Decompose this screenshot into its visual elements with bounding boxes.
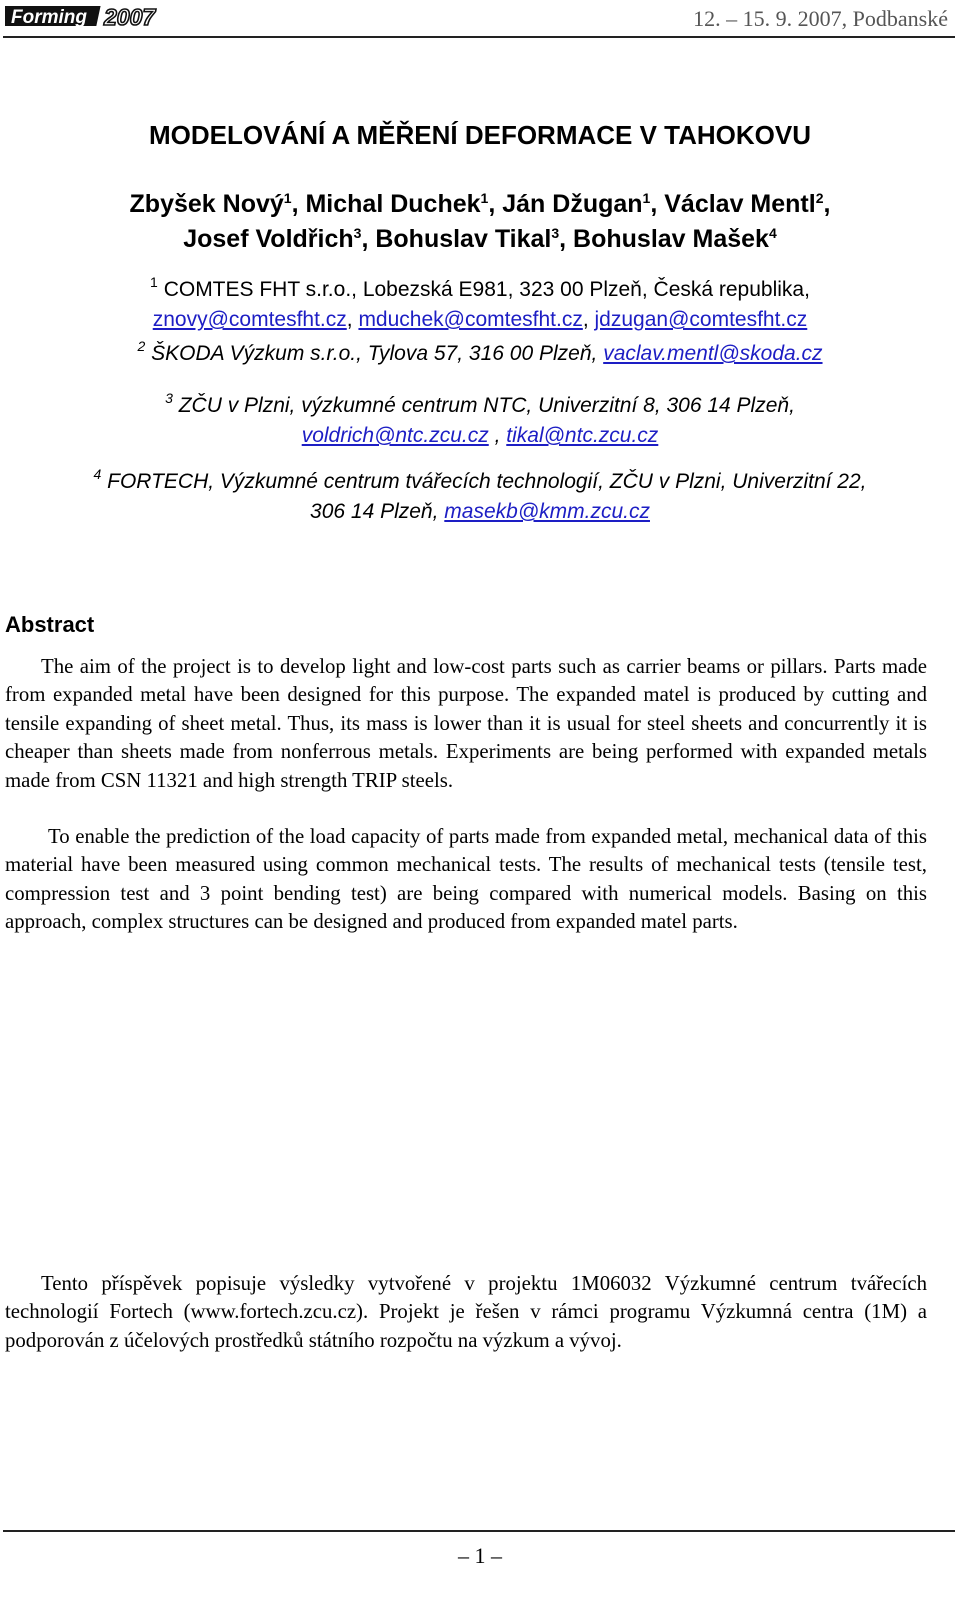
affiliation-number: 3 bbox=[165, 390, 173, 406]
email-link[interactable]: znovy@comtesfht.cz bbox=[152, 308, 347, 331]
author-affiliation-marker: 1 bbox=[480, 190, 489, 206]
affiliation-number: 1 bbox=[150, 274, 158, 290]
affiliation-comtes: $^1$ COMTES FHT s.r.o., Lobezská E981, 323 00 Plzeň, Česká republika, znovy@comtesfht.cz, mduchek@comtesfht.cz, jdzugan@comtesfht.cz bbox=[150, 274, 810, 331]
affiliation-number: 2 bbox=[137, 338, 146, 354]
abstract-paragraph: To enable the prediction of the load capacity of parts made from expanded metal, mechanical data of this material have been measured using common mechanical tests. The results of mechanical tests (tensile test, compression test and 3 point bending test) are being compared with numerical models. Basing on this approach, complex structures can be designed and produced from expanded matel parts. bbox=[5, 825, 927, 934]
affiliation-skoda bbox=[0, 339, 960, 369]
acknowledgement-paragraph: Tento příspěvek popisuje výsledky vytvořené v projektu 1M06032 Výzkumné centrum tvářecích technologií Fortech (www.fortech.zcu.cz). Projekt je řešen v rámci programu Výzkumná centra (1M) a podporován z účelových prostředků státního rozpočtu na výzkum a vývoj. bbox=[5, 1272, 927, 1352]
affiliation-text: ŠKODA Výzkum s.r.o., Tylova 57, 316 00 Plzeň, bbox=[151, 342, 598, 365]
email-link[interactable]: mduchek@comtesfht.cz bbox=[358, 308, 583, 331]
affiliation-zcu-ntc: $^3$ ZČU v Plzni, výzkumné centrum NTC, Univerzitní 8, 306 14 Plzeň, voldrich@ntc.zcu.cz , tikal@ntc.zcu.cz bbox=[165, 390, 795, 447]
affiliation-text: 306 14 Plzeň, bbox=[310, 500, 439, 523]
email-link[interactable]: vaclav.mentl@skoda.cz bbox=[603, 342, 823, 365]
author-name: Michal Duchek bbox=[305, 190, 481, 218]
email-link[interactable]: tikal@ntc.zcu.cz bbox=[506, 424, 659, 447]
author-list: Zbyšek Nový$^1$, Michal Duchek$^1$, Ján Džugan$^1$, Václav Mentl$^2$, Josef Voldřich$^3$, Bohuslav Tikal$^3$, Bohuslav Mašek$^4$ bbox=[129, 190, 831, 253]
paper-title: MODELOVÁNÍ A MĚŘENÍ DEFORMACE V TAHOKOVU bbox=[148, 120, 812, 150]
author-name: Zbyšek Nový bbox=[129, 190, 284, 218]
author-affiliation-marker: 1 bbox=[283, 190, 292, 206]
author-affiliation-marker: 2 bbox=[815, 190, 824, 206]
affiliation-number: 4 bbox=[93, 466, 102, 482]
affiliation-text: FORTECH, Výzkumné centrum tvářecích technologií, ZČU v Plzni, Univerzitní 22, bbox=[107, 470, 867, 493]
author-name: Josef Voldřich bbox=[183, 225, 354, 253]
conference-logo bbox=[5, 4, 177, 30]
author-affiliation-marker: 4 bbox=[768, 225, 777, 241]
author-affiliation-marker: 3 bbox=[551, 225, 560, 241]
affiliation-text: COMTES FHT s.r.o., Lobezská E981, 323 00 Plzeň, Česká republika, bbox=[163, 278, 810, 301]
svg-text:Forming: Forming bbox=[11, 7, 87, 28]
email-link[interactable]: jdzugan@comtesfht.cz bbox=[594, 308, 808, 331]
author-name: Bohuslav Mašek bbox=[573, 225, 769, 253]
abstract-heading: Abstract bbox=[5, 612, 95, 637]
header-divider bbox=[3, 36, 955, 38]
conference-date: 12. – 15. 9. 2007, Podbanské bbox=[693, 6, 948, 31]
author-name: Václav Mentl bbox=[664, 190, 816, 218]
email-link[interactable]: masekb@kmm.zcu.cz bbox=[444, 500, 650, 523]
email-link[interactable]: voldrich@ntc.zcu.cz bbox=[301, 424, 489, 447]
author-name: Ján Džugan bbox=[502, 190, 643, 218]
footer-divider bbox=[3, 1530, 955, 1532]
author-affiliation-marker: 3 bbox=[353, 225, 362, 241]
abstract-paragraph: The aim of the project is to develop light and low-cost parts such as carrier beams or pillars. Parts made from expanded metal have been designed for this purpose. The expanded matel is produced by cutting and tensile expanding of sheet metal. Thus, its mass is lower than it is usual for steel sheets and concurrently it is cheaper than sheets made from nonferrous metals. Experiments are being performed with expanded metals made from CSN 11321 and high strength TRIP steels. bbox=[5, 655, 927, 792]
svg-text:2007: 2007 bbox=[104, 4, 156, 30]
author-affiliation-marker: 1 bbox=[642, 190, 651, 206]
page-number: – 1 – bbox=[458, 1543, 502, 1568]
affiliation-fortech bbox=[0, 467, 960, 527]
affiliation-text: ZČU v Plzni, výzkumné centrum NTC, Univerzitní 8, 306 14 Plzeň, bbox=[178, 394, 795, 417]
author-name: Bohuslav Tikal bbox=[375, 225, 552, 253]
